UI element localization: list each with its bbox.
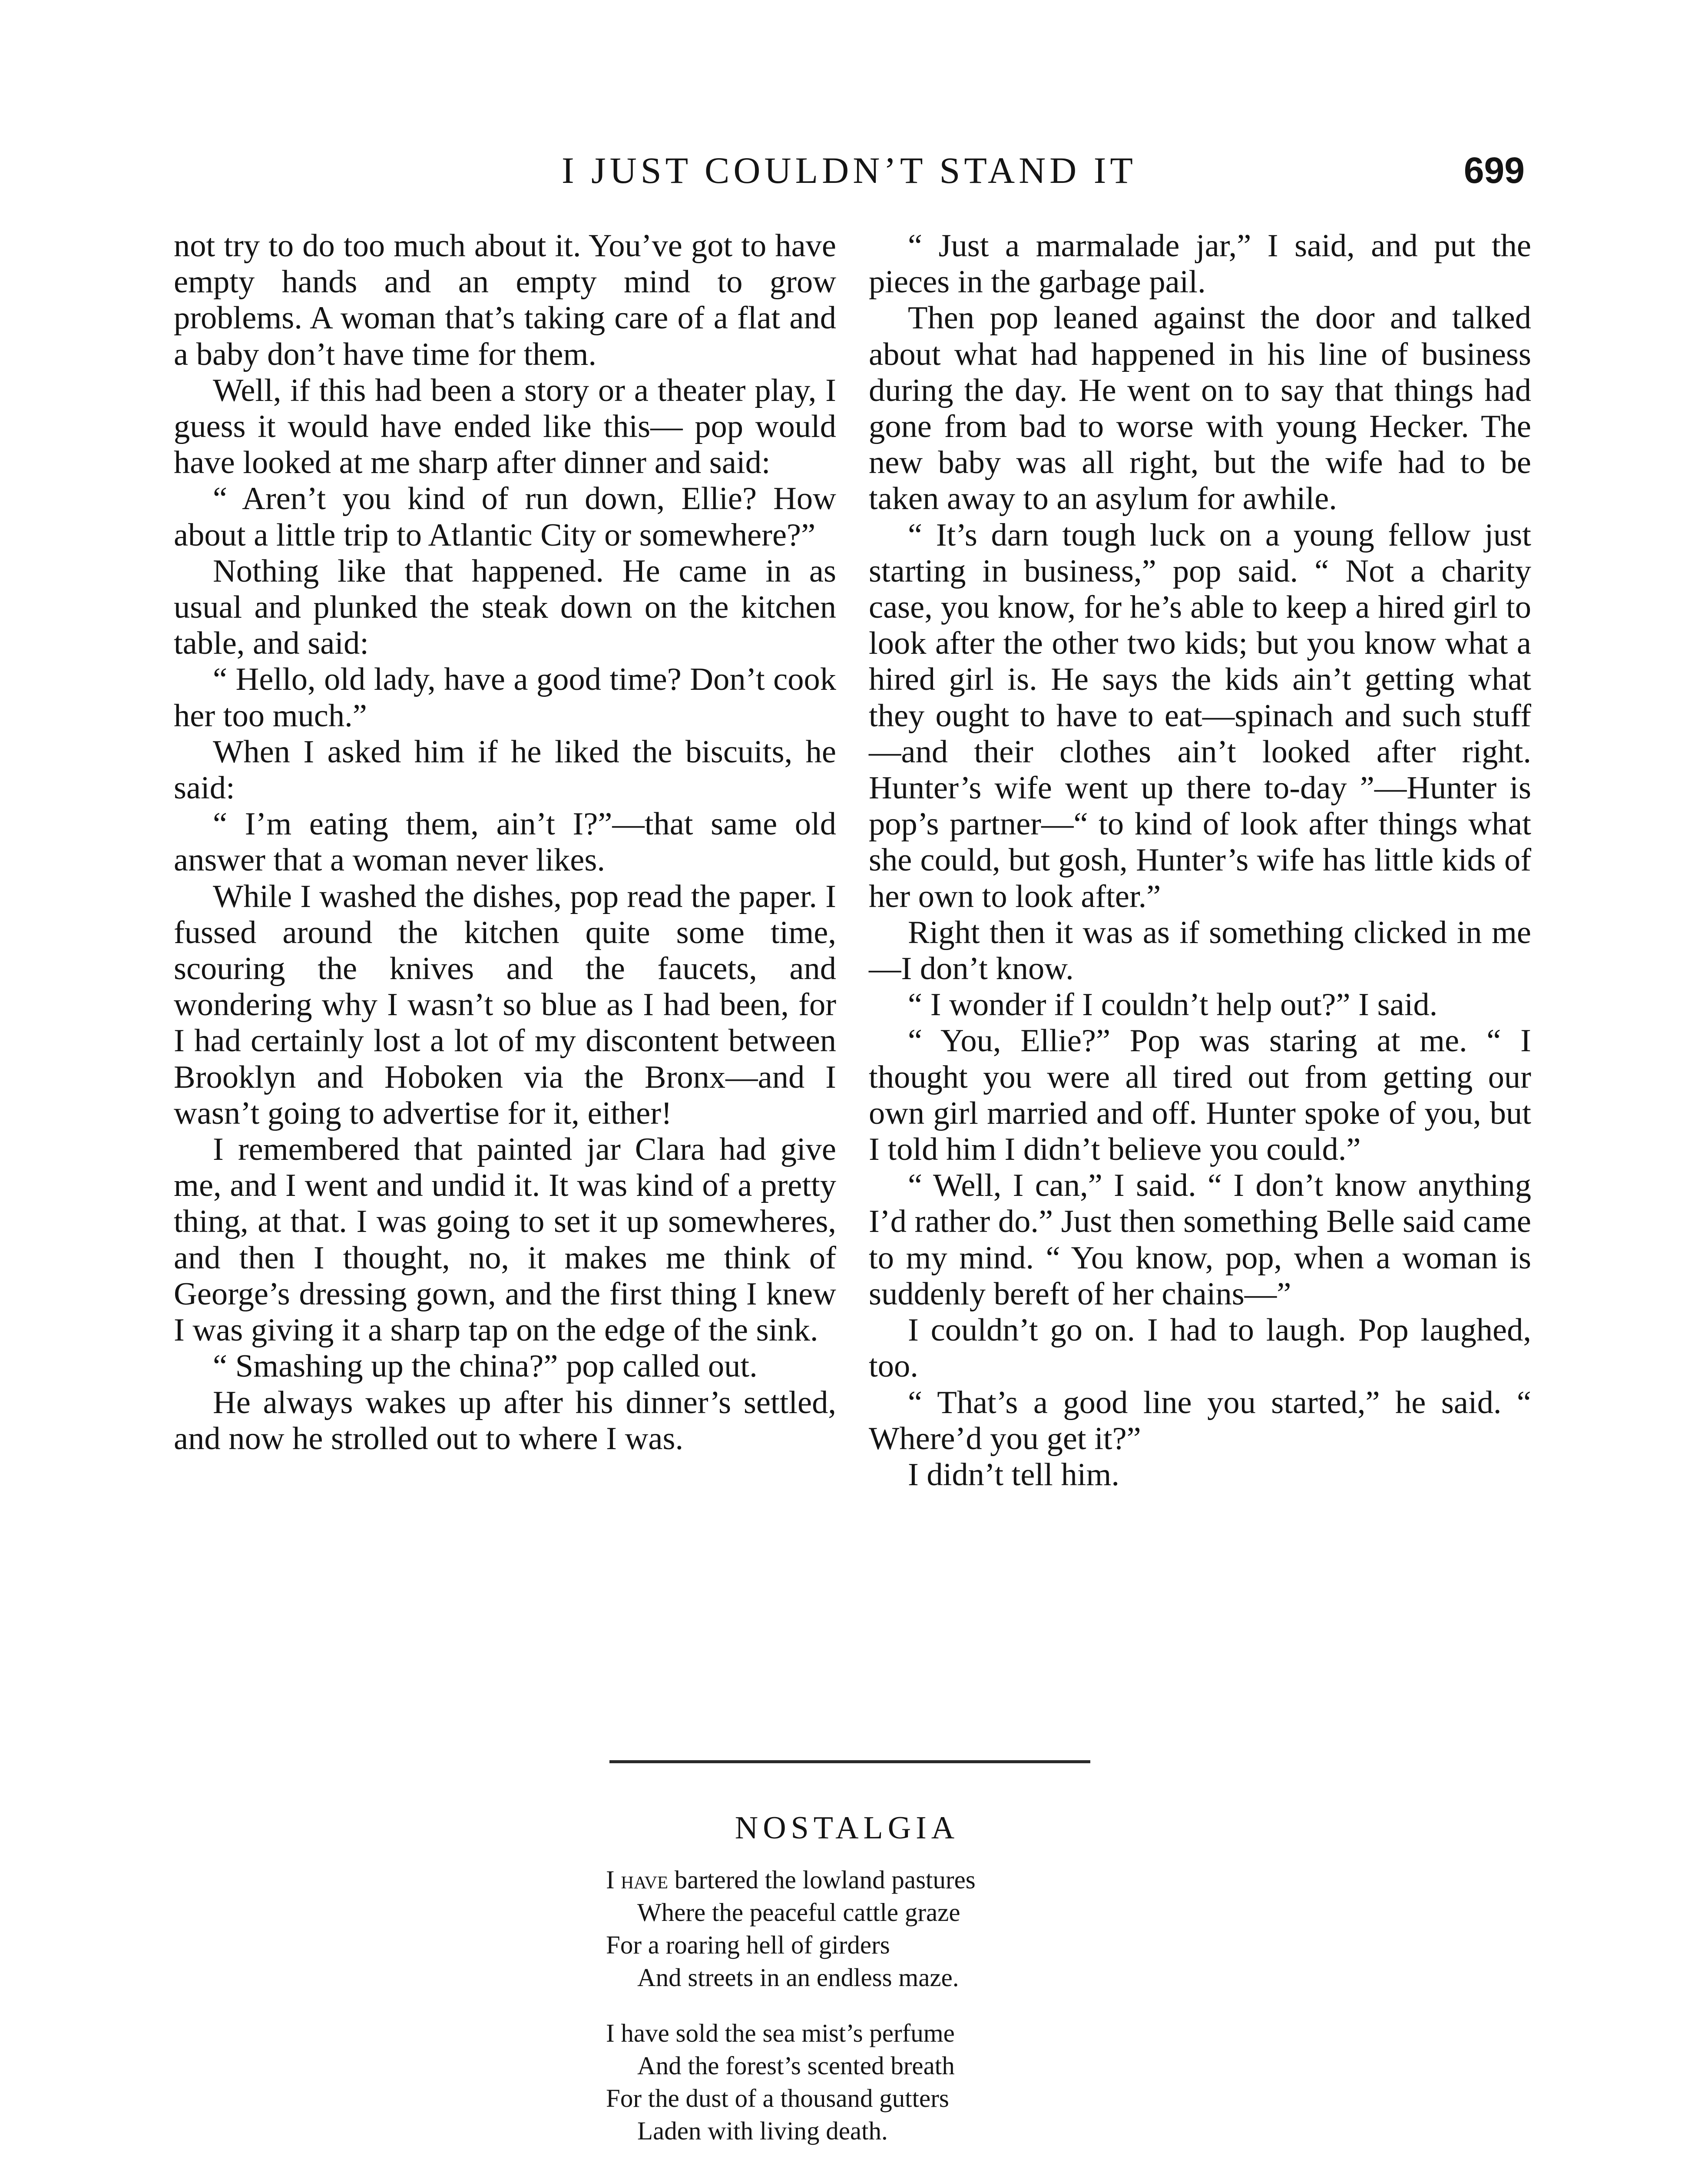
poem-line-text: bartered the lowland pastures <box>674 1865 976 1894</box>
poem-line <box>606 1864 1214 1896</box>
poem-line <box>606 2170 1214 2172</box>
paragraph: When I asked him if he liked the biscuits, he said: <box>174 734 836 806</box>
poem-line: And streets in an endless maze. <box>637 1963 959 1992</box>
poem-opening-word-smallcaps: have <box>621 1865 668 1894</box>
poem-opening-word: I <box>606 1865 615 1894</box>
section-divider <box>609 1760 1090 1763</box>
paragraph: “ You, Ellie?” Pop was staring at me. “ I thought you were all tired out from getting our own girl married and off. Hunter spoke of you, but I told him I didn’t believe you could.” <box>869 1023 1531 1168</box>
paragraph: “ It’s darn tough luck on a young fellow just starting in business,” pop said. “ Not a charity case, you know, for he’s able to keep a hired girl to look after the other two kids; but you know what a hired girl is. He says the kids ain’t getting what they ought to have to eat—spinach and such stuff—and their clothes ain’t looked after right. Hunter’s wife went up there to-day ”—Hunter is pop’s partner—“ to kind of look after things what she could, but gosh, Hunter’s wife has little kids of her own to look after.” <box>869 517 1531 914</box>
poem-line: For the dust of a thousand gutters <box>606 2084 949 2112</box>
running-title: I JUST COULDN’T STAND IT <box>562 149 1137 191</box>
paragraph: Right then it was as if something clicked in me—I don’t know. <box>869 914 1531 987</box>
paragraph: “ Smashing up the china?” pop called out. <box>213 1348 758 1384</box>
paragraph: not try to do too much about it. You’ve got to have empty hands and an empty mind to grow problems. A woman that’s taking care of a flat and a baby don’t have time for them. <box>174 228 836 372</box>
poem <box>606 1864 1214 2172</box>
paragraph: He always wakes up after his dinner’s settled, and now he strolled out to where I was. <box>174 1384 836 1457</box>
poem-line: For a roaring hell of girders <box>606 1930 890 1959</box>
poem-stanza <box>606 2170 1214 2172</box>
page-number: 699 <box>1463 150 1525 191</box>
paragraph: “ I wonder if I couldn’t help out?” I said. <box>908 987 1438 1023</box>
paragraph: Then pop leaned against the door and talked about what had happened in his line of business during the day. He went on to say that things had gone from bad to worse with young Hecker. The new baby was all right, but the wife had to be taken away to an asylum for awhile. <box>869 300 1531 517</box>
paragraph: While I washed the dishes, pop read the paper. I fussed around the kitchen quite some time, scouring the knives and the faucets, and wondering why I wasn’t so blue as I had been, for I had certainly lost a lot of my discontent between Brooklyn and Hoboken via the Bronx—and I wasn’t going to advertise for it, either! <box>174 878 836 1131</box>
poem-stanza <box>606 1864 1214 1994</box>
poem-line: Laden with living death. <box>637 2116 888 2145</box>
paragraph: “ I’m eating them, ain’t I?”—that same old answer that a woman never likes. <box>174 806 836 878</box>
paragraph: “ Just a marmalade jar,” I said, and put the pieces in the garbage pail. <box>869 228 1531 300</box>
poem-stanza <box>606 2017 1214 2147</box>
paragraph: I remembered that painted jar Clara had give me, and I went and undid it. It was kind of a pretty thing, at that. I was going to set it up somewheres, and then I thought, no, it makes me think of George’s dressing gown, and the first thing I knew I was giving it a sharp tap on the edge of the sink. <box>174 1132 836 1348</box>
story-column-right <box>869 228 1531 1493</box>
paragraph: Well, if this had been a story or a theater play, I guess it would have ended like this— pop would have looked at me sharp after dinner and said: <box>174 372 836 481</box>
paragraph: “ Hello, old lady, have a good time? Don’t cook her too much.” <box>174 662 836 734</box>
paragraph: “ That’s a good line you started,” he said. “ Where’d you get it?” <box>869 1384 1531 1457</box>
poem-line: I have sold the sea mist’s perfume <box>606 2019 955 2047</box>
poem-line: And the forest’s scented breath <box>637 2051 955 2080</box>
paragraph: Nothing like that happened. He came in as usual and plunked the steak down on the kitchen table, and said: <box>174 553 836 662</box>
story-column-left <box>174 228 836 1457</box>
paragraph: “ Well, I can,” I said. “ I don’t know anything I’d rather do.” Just then something Belle said came to my mind. “ You know, pop, when a woman is suddenly bereft of her chains—” <box>869 1168 1531 1312</box>
paragraph: I didn’t tell him. <box>908 1457 1119 1493</box>
running-header <box>174 140 1525 201</box>
poem-title: NOSTALGIA <box>735 1810 960 1846</box>
paragraph: “ Aren’t you kind of run down, Ellie? How about a little trip to Atlantic City or somewhere?” <box>174 481 836 553</box>
poem-line: Where the peaceful cattle graze <box>637 1898 960 1927</box>
paragraph: I couldn’t go on. I had to laugh. Pop laughed, too. <box>869 1312 1531 1384</box>
